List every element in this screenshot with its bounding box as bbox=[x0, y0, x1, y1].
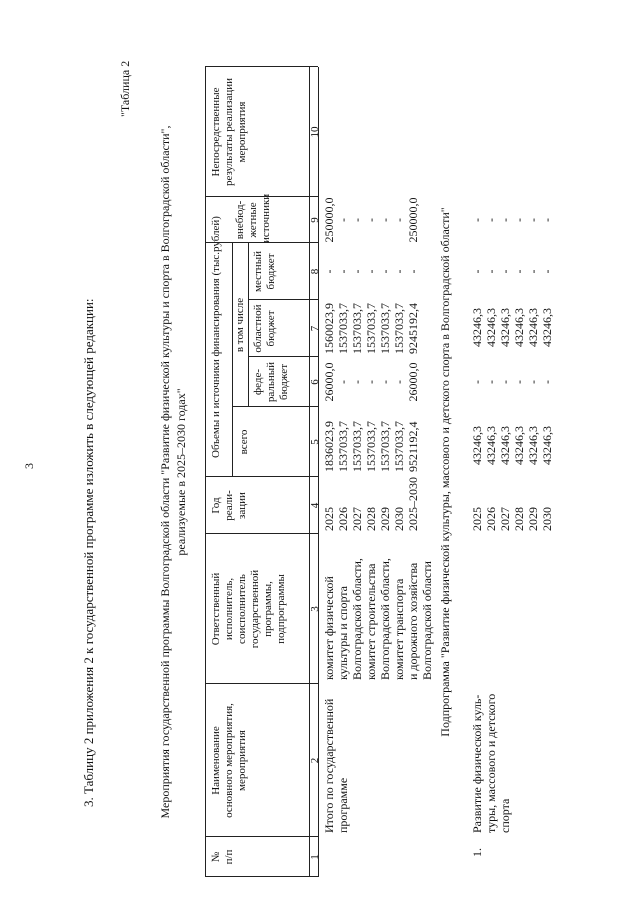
row1-federal: - - - - - - bbox=[470, 380, 554, 384]
row1-number: 1. bbox=[470, 848, 484, 857]
total-row-years: 2025 2026 2027 2028 2029 2030 2025–2030 bbox=[322, 477, 420, 531]
header-incl: в том числе bbox=[234, 297, 246, 353]
col-number-8: 8 bbox=[309, 268, 321, 275]
header-federal: феде- ральный бюджет bbox=[252, 361, 290, 403]
col-number-7: 7 bbox=[309, 325, 321, 332]
total-row-executor: комитет физической культуры и спорта Волгоградской области, комитет строительства Волгоградской области, комитет транспорта и дорожного хозяйства Волгоградской области bbox=[322, 558, 434, 680]
row1-local: - - - - - - bbox=[470, 269, 554, 274]
total-row-name: Итого по государственной программе bbox=[322, 698, 350, 833]
col-number-6: 6 bbox=[309, 379, 321, 385]
header-col1: № п/п bbox=[210, 849, 235, 865]
page-number: 3 bbox=[22, 463, 36, 469]
title-line-2: реализуемые в 2025–2030 годах" bbox=[174, 388, 188, 556]
total-row-local: - - - - - - - bbox=[322, 269, 420, 274]
row1-total: 43246,3 43246,3 43246,3 43246,3 43246,3 43246,3 bbox=[470, 426, 554, 465]
row1-years: 2025 2026 2027 2028 2029 2030 bbox=[470, 507, 554, 531]
row1-name: Развитие физической куль- туры, массового и детского спорта bbox=[470, 693, 512, 833]
total-row-total: 1836023,9 1537033,7 1537033,7 1537033,7 1537033,7 1537033,7 9521192,4 bbox=[322, 421, 420, 472]
header-extra: внебюд- жетные источники bbox=[234, 193, 272, 243]
total-row-regional: 1560023,9 1537033,7 1537033,7 1537033,7 1537033,7 1537033,7 9245192,4 bbox=[322, 303, 420, 354]
title-line-1: Мероприятия государственной программы Волгоградской области "Развитие физической культуры и спорта в Волгоградской области", bbox=[158, 125, 172, 819]
subprogram-title: Подпрограмма "Развитие физической культуры, массового и детского спорта в Волгоградской области" bbox=[438, 207, 452, 737]
col-number-9: 9 bbox=[309, 217, 321, 223]
row1-regional: 43246,3 43246,3 43246,3 43246,3 43246,3 43246,3 bbox=[470, 308, 554, 347]
row1-extra: - - - - - - bbox=[470, 218, 554, 222]
header-local: местный бюджет bbox=[252, 251, 277, 292]
total-row-federal: 26000,0 - - - - - 26000,0 bbox=[322, 362, 420, 402]
total-row-extra: 250000,0 - - - - - 250000,0 bbox=[322, 197, 420, 243]
header-col4: Год реали- зации bbox=[210, 490, 248, 521]
col-number-5: 5 bbox=[309, 439, 321, 445]
funding-divider bbox=[232, 243, 233, 477]
header-col10: Непосредственные результаты реализации мероприятия bbox=[210, 78, 248, 186]
header-funding: Объемы и источники финансирования (тыс.рублей) bbox=[210, 216, 222, 458]
col-number-3: 3 bbox=[309, 606, 321, 612]
header-col3: Ответственный исполнитель, соисполнитель государственной программы, подпрограммы bbox=[210, 569, 287, 649]
intro-text: 3. Таблицу 2 приложения 2 к государственной программе изложить в следующей редакции: bbox=[81, 298, 96, 807]
header-col2: Наименование основного мероприятия, мероприятия bbox=[210, 703, 248, 818]
col-number-2: 2 bbox=[309, 757, 321, 764]
col-number-4: 4 bbox=[309, 502, 321, 509]
col-number-1: 1 bbox=[309, 854, 321, 860]
table-label: "Таблица 2 bbox=[118, 60, 132, 117]
header-total: всего bbox=[238, 429, 250, 455]
incl-divider bbox=[248, 243, 249, 407]
header-regional: областной бюджет bbox=[252, 304, 277, 353]
col-number-10: 10 bbox=[309, 126, 321, 138]
table-border-top bbox=[205, 67, 206, 877]
